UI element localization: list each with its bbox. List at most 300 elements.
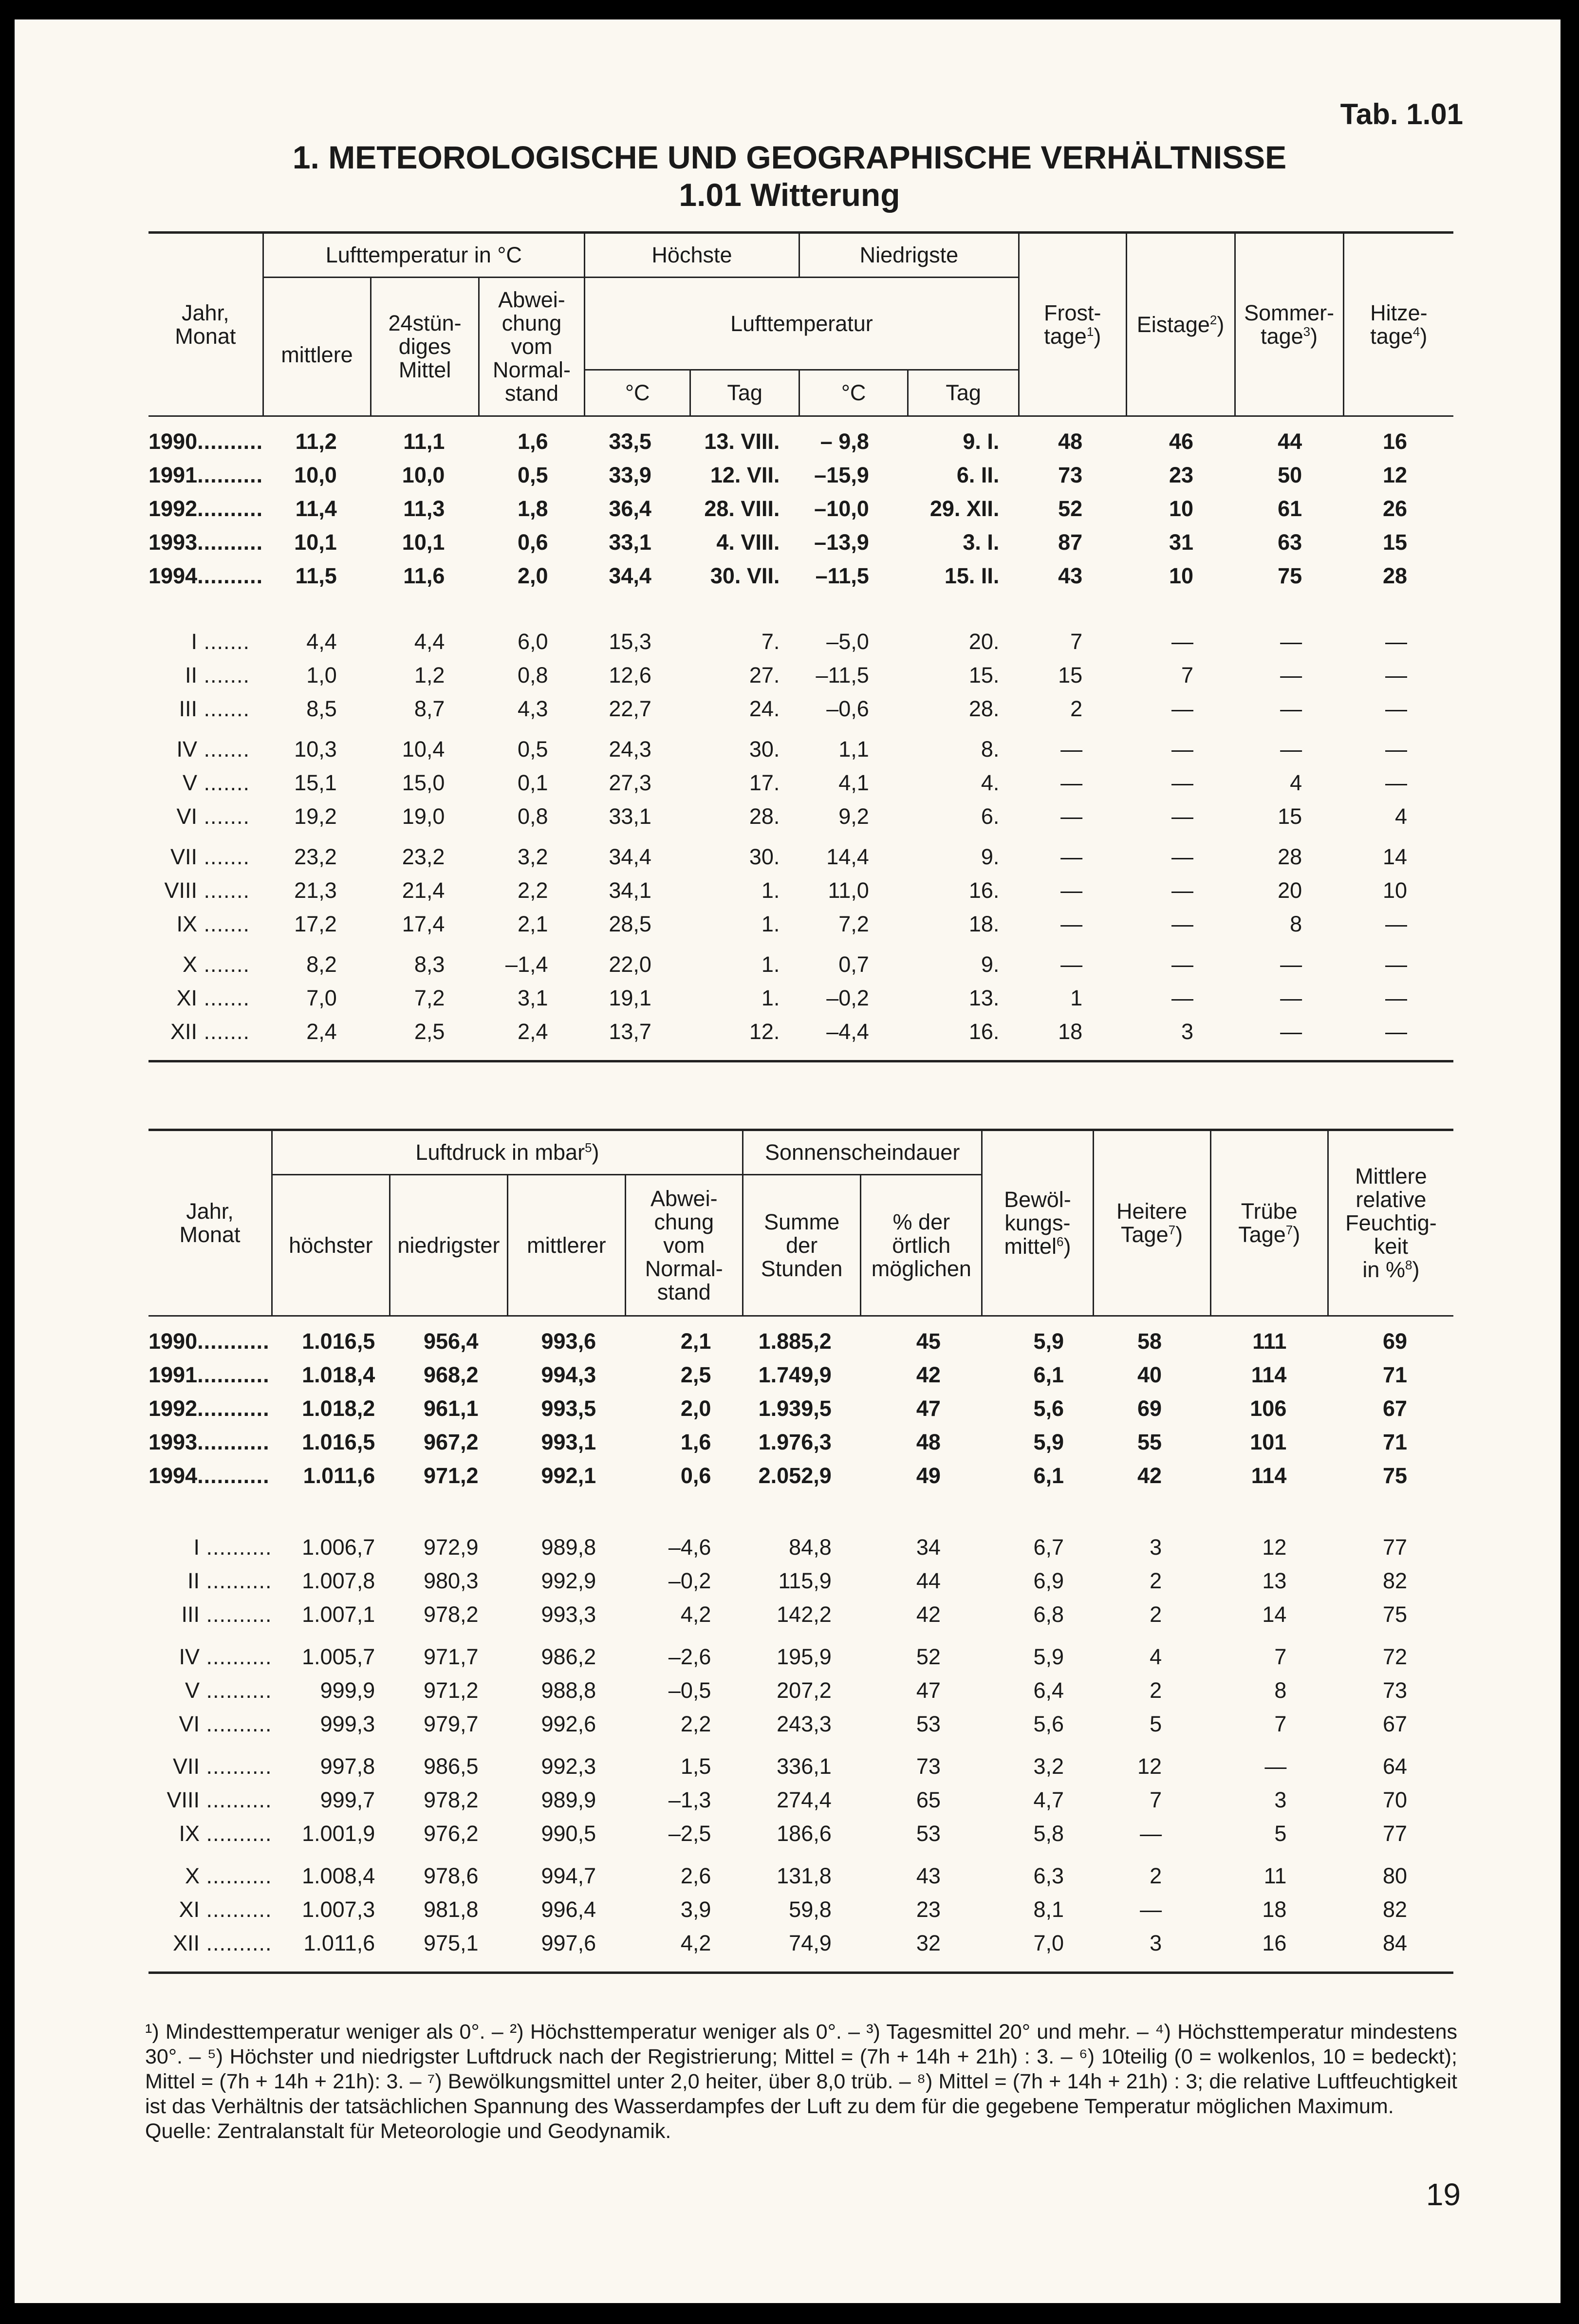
cell: 994,7 <box>541 1863 596 1888</box>
cell: 24. <box>749 696 780 721</box>
cell: 5,9 <box>1033 1644 1064 1669</box>
month-row <box>149 1598 1453 1631</box>
year-row <box>149 425 1453 458</box>
cell: 1. <box>761 985 780 1010</box>
cell: 52 <box>1058 496 1083 521</box>
cell: 65 <box>916 1787 941 1812</box>
pressure-sunshine-table <box>149 1129 1453 1974</box>
cell: 142,2 <box>777 1601 832 1627</box>
row-label-text: XI <box>179 1896 200 1922</box>
cell: 10 <box>1169 563 1194 588</box>
row-label: 1992.......... <box>149 496 263 521</box>
cell: 77 <box>1382 1821 1407 1846</box>
cell: 26 <box>1382 496 1407 521</box>
cell: 9. <box>981 844 1000 869</box>
cell: 8,1 <box>1033 1896 1064 1922</box>
cell: 5,6 <box>1033 1711 1064 1736</box>
header-lufttemperatur-sub: Lufttemperatur <box>585 278 1019 370</box>
cell: 999,3 <box>320 1711 375 1736</box>
header-hoechste: Höchste <box>585 233 799 278</box>
cell: 989,8 <box>541 1534 596 1560</box>
cell: 58 <box>1137 1328 1162 1354</box>
month-row <box>149 1817 1453 1850</box>
cell: 3 <box>1274 1787 1287 1812</box>
row-label: VI ....... <box>149 799 263 833</box>
cell: 6,3 <box>1033 1863 1064 1888</box>
cell: — <box>1171 696 1194 721</box>
cell: 131,8 <box>777 1863 832 1888</box>
cell: 2 <box>1150 1568 1162 1593</box>
cell: — <box>1171 877 1194 903</box>
cell: 980,3 <box>423 1568 479 1593</box>
month-row <box>149 874 1453 907</box>
cell: 6,8 <box>1033 1601 1064 1627</box>
cell: –5,0 <box>826 629 869 654</box>
cell: 10 <box>1382 877 1407 903</box>
cell: 999,9 <box>320 1677 375 1703</box>
row-label: 1992........... <box>149 1395 270 1421</box>
cell: 6. <box>981 803 1000 829</box>
cell: 997,6 <box>541 1930 596 1955</box>
cell: 17. <box>749 770 780 795</box>
cell: 16. <box>968 1019 1000 1044</box>
cell: –1,4 <box>505 951 548 977</box>
cell: 28 <box>1382 563 1407 588</box>
row-label-text: VII <box>172 1753 200 1779</box>
cell: — <box>1385 1019 1407 1044</box>
cell: 2 <box>1150 1677 1162 1703</box>
header-hoechste-tag: Tag <box>690 370 799 416</box>
year-row <box>149 559 1453 593</box>
cell: 82 <box>1382 1896 1407 1922</box>
cell: 28,5 <box>609 911 651 936</box>
cell: — <box>1060 736 1083 762</box>
cell: 7 <box>1150 1787 1162 1812</box>
cell: 30. <box>749 844 780 869</box>
cell: 44 <box>916 1568 941 1593</box>
cell: 73 <box>916 1753 941 1779</box>
cell: –4,4 <box>826 1019 869 1044</box>
cell: 43 <box>1058 563 1083 588</box>
header-abweichung: Abwei- chung vom Normal- stand <box>479 278 584 416</box>
cell: 69 <box>1137 1395 1162 1421</box>
row-label: 1991........... <box>149 1362 270 1387</box>
cell: –0,2 <box>668 1568 711 1593</box>
cell: 46 <box>1169 428 1194 454</box>
cell: 18. <box>968 911 1000 936</box>
cell: 1,5 <box>680 1753 711 1779</box>
header-24stuendiges-mittel: 24stün- diges Mittel <box>371 278 479 416</box>
cell: –0,6 <box>826 696 869 721</box>
cell: 2,6 <box>680 1863 711 1888</box>
row-label: VIII ....... <box>149 874 263 907</box>
row-label-text: VI <box>179 1711 200 1736</box>
table-title: 1.01 Witterung <box>679 177 900 213</box>
cell: 22,7 <box>609 696 651 721</box>
cell: 30. <box>749 736 780 762</box>
month-row <box>149 766 1453 799</box>
cell: 42 <box>1137 1463 1162 1488</box>
cell: 53 <box>916 1711 941 1736</box>
cell: 13. VIII. <box>704 428 780 454</box>
cell: 997,8 <box>320 1753 375 1779</box>
row-label-text: I <box>191 629 197 654</box>
cell: 10,3 <box>294 736 337 762</box>
cell: 2,5 <box>680 1362 711 1387</box>
month-row <box>149 1640 1453 1673</box>
cell: 12 <box>1262 1534 1287 1560</box>
cell: 2,2 <box>517 877 548 903</box>
cell: 990,5 <box>541 1821 596 1846</box>
row-label: IV ....... <box>149 732 263 766</box>
cell: — <box>1280 696 1302 721</box>
cell: 3,2 <box>1033 1753 1064 1779</box>
cell: 11,6 <box>403 563 445 588</box>
cell: 28 <box>1278 844 1302 869</box>
row-label-text: 1992 <box>149 496 198 521</box>
cell: 74,9 <box>789 1930 832 1955</box>
month-row <box>149 799 1453 833</box>
cell: 274,4 <box>777 1787 832 1812</box>
month-row <box>149 1673 1453 1707</box>
cell: 4,4 <box>414 629 445 654</box>
cell: 7 <box>1070 629 1083 654</box>
cell: 1. <box>761 911 780 936</box>
cell: 22,0 <box>609 951 651 977</box>
cell: 1,2 <box>414 662 445 688</box>
cell: 1.001,9 <box>302 1821 375 1846</box>
cell: 1.005,7 <box>302 1644 375 1669</box>
header-sommertage: Sommer- tage$^3$) <box>1235 233 1343 416</box>
cell: 15 <box>1382 529 1407 555</box>
cell: 992,6 <box>541 1711 596 1736</box>
cell: 36,4 <box>609 496 651 521</box>
cell: –0,2 <box>826 985 869 1010</box>
cell: 34,4 <box>609 563 651 588</box>
cell: –10,0 <box>814 496 869 521</box>
cell: 33,5 <box>609 428 651 454</box>
cell: –2,6 <box>668 1644 711 1669</box>
row-label: VI .......... <box>149 1707 272 1741</box>
cell: — <box>1171 736 1194 762</box>
row-label: 1991.......... <box>149 462 263 487</box>
cell: 6. II. <box>956 462 1000 487</box>
cell: 207,2 <box>777 1677 832 1703</box>
row-label-text: VII <box>170 844 197 869</box>
month-row <box>149 840 1453 874</box>
row-label-text: V <box>185 1677 200 1703</box>
row-label-text: 1994 <box>149 563 198 588</box>
cell: 999,7 <box>320 1787 375 1812</box>
row-label: II ....... <box>149 658 263 692</box>
cell: 63 <box>1278 529 1302 555</box>
cell: 976,2 <box>423 1821 479 1846</box>
cell: 9. <box>981 951 1000 977</box>
cell: 34 <box>916 1534 941 1560</box>
cell: 4,7 <box>1033 1787 1064 1812</box>
cell: 1.016,5 <box>302 1328 375 1354</box>
year-row <box>149 1425 1453 1459</box>
row-label-text: IX <box>179 1821 200 1846</box>
cell: 23 <box>1169 462 1194 487</box>
cell: 10,0 <box>402 462 445 487</box>
cell: 4. <box>981 770 1000 795</box>
cell: 33,1 <box>609 803 651 829</box>
cell: 5 <box>1150 1711 1162 1736</box>
row-label-text: VIII <box>164 877 197 903</box>
cell: — <box>1060 877 1083 903</box>
cell: 0,5 <box>517 462 548 487</box>
cell: 6,1 <box>1033 1463 1064 1488</box>
cell: — <box>1060 911 1083 936</box>
cell: 31 <box>1169 529 1194 555</box>
cell: –15,9 <box>814 462 869 487</box>
row-label: III ....... <box>149 692 263 725</box>
cell: 6,0 <box>517 629 548 654</box>
cell: 0,7 <box>838 951 869 977</box>
cell: 82 <box>1382 1568 1407 1593</box>
cell: 23 <box>916 1896 941 1922</box>
cell: 1.749,9 <box>758 1362 832 1387</box>
header-hoechster: höchster <box>272 1175 390 1316</box>
cell: 6,4 <box>1033 1677 1064 1703</box>
cell: 0,8 <box>517 803 548 829</box>
row-label: II .......... <box>149 1564 272 1598</box>
cell: 0,8 <box>517 662 548 688</box>
cell: 69 <box>1382 1328 1407 1354</box>
cell: 13. <box>968 985 1000 1010</box>
cell: 30. VII. <box>710 563 780 588</box>
cell: 72 <box>1382 1644 1407 1669</box>
cell: 21,3 <box>294 877 337 903</box>
cell: — <box>1171 951 1194 977</box>
cell: 1,0 <box>306 662 337 688</box>
row-label: X ....... <box>149 948 263 981</box>
header-sonnenscheindauer: Sonnenscheindauer <box>743 1130 982 1175</box>
cell: 59,8 <box>789 1896 832 1922</box>
cell: 84 <box>1382 1930 1407 1955</box>
cell: 2 <box>1150 1863 1162 1888</box>
cell: 1,8 <box>517 496 548 521</box>
header-truebe-tage: Trübe Tage$^7$) <box>1210 1130 1328 1316</box>
cell: 1.011,6 <box>303 1463 375 1488</box>
cell: 6,9 <box>1033 1568 1064 1593</box>
cell: 3 <box>1181 1019 1194 1044</box>
month-row <box>149 1783 1453 1817</box>
header-jahr-monat: Jahr, Monat <box>149 1130 272 1316</box>
cell: 0,6 <box>680 1463 711 1488</box>
cell: 42 <box>916 1601 941 1627</box>
cell: 11,2 <box>295 428 337 454</box>
cell: 4 <box>1150 1644 1162 1669</box>
cell: 1.006,7 <box>302 1534 375 1560</box>
cell: 1.885,2 <box>758 1328 832 1354</box>
cell: 986,2 <box>541 1644 596 1669</box>
cell: 4,3 <box>517 696 548 721</box>
row-label-text: I <box>193 1534 200 1560</box>
row-label-text: III <box>179 696 197 721</box>
cell: 34,1 <box>609 877 651 903</box>
row-label-text: XII <box>170 1019 197 1044</box>
cell: — <box>1280 1019 1302 1044</box>
cell: — <box>1385 951 1407 977</box>
row-label-text: XII <box>172 1930 200 1955</box>
cell: 4,4 <box>306 629 337 654</box>
row-label: X .......... <box>149 1859 272 1893</box>
header-luftdruck: Luftdruck in mbar$^5$) <box>272 1130 743 1175</box>
cell: 1,6 <box>517 428 548 454</box>
cell: 87 <box>1058 529 1083 555</box>
cell: — <box>1385 770 1407 795</box>
cell: — <box>1060 803 1083 829</box>
cell: 16 <box>1262 1930 1287 1955</box>
cell: — <box>1280 736 1302 762</box>
cell: — <box>1385 662 1407 688</box>
cell: 961,1 <box>423 1395 479 1421</box>
cell: 1.018,2 <box>302 1395 375 1421</box>
cell: — <box>1060 844 1083 869</box>
row-label: 1990........... <box>149 1328 270 1354</box>
cell: 15. <box>968 662 1000 688</box>
cell: 45 <box>916 1328 941 1354</box>
cell: 29. XII. <box>929 496 1000 521</box>
page-number: 19 <box>1426 2177 1461 2212</box>
cell: — <box>1171 629 1194 654</box>
cell: 5,9 <box>1033 1328 1064 1354</box>
cell: — <box>1171 844 1194 869</box>
row-label: 1994........... <box>149 1463 270 1488</box>
cell: 993,3 <box>541 1601 596 1627</box>
header-bewoelkungsmittel: Bewöl- kungs- mittel$^6$) <box>982 1130 1093 1316</box>
table-number: Tab. 1.01 <box>1340 98 1463 130</box>
cell: 7 <box>1274 1644 1287 1669</box>
cell: 4. VIII. <box>716 529 780 555</box>
year-row <box>149 1324 1453 1358</box>
row-label: 1994.......... <box>149 563 263 588</box>
row-label: 1993........... <box>149 1429 270 1454</box>
cell: 3,2 <box>517 844 548 869</box>
row-label-text: 1990 <box>149 1328 198 1354</box>
month-row <box>149 658 1453 692</box>
cell: 993,1 <box>541 1429 596 1454</box>
cell: 16 <box>1382 428 1407 454</box>
header-summe-stunden: Summe der Stunden <box>743 1175 860 1316</box>
chapter-title: 1. METEOROLOGISCHE UND GEOGRAPHISCHE VERHÄLTNISSE <box>292 139 1287 175</box>
cell: 996,4 <box>541 1896 596 1922</box>
cell: 75 <box>1382 1601 1407 1627</box>
row-label: IX ....... <box>149 907 263 941</box>
header-abweichung: Abwei- chung vom Normal- stand <box>625 1175 743 1316</box>
header-hoechste-celsius: °C <box>585 370 690 416</box>
cell: 956,4 <box>423 1328 479 1354</box>
cell: 28. <box>968 696 1000 721</box>
cell: 11,1 <box>403 428 445 454</box>
cell: 13,7 <box>609 1019 651 1044</box>
cell: 4 <box>1290 770 1302 795</box>
cell: 48 <box>1058 428 1083 454</box>
month-row <box>149 1015 1453 1048</box>
cell: 71 <box>1382 1362 1407 1387</box>
cell: 992,3 <box>541 1753 596 1779</box>
cell: 71 <box>1382 1429 1407 1454</box>
row-label-text: VIII <box>167 1787 200 1812</box>
row-label: XII ....... <box>149 1015 263 1048</box>
cell: 5,6 <box>1033 1395 1064 1421</box>
row-label-text: 1992 <box>149 1395 198 1421</box>
cell: –13,9 <box>814 529 869 555</box>
cell: 15 <box>1058 662 1083 688</box>
row-label-text: IX <box>176 911 197 936</box>
cell: 2,1 <box>517 911 548 936</box>
cell: — <box>1060 951 1083 977</box>
cell: 993,6 <box>541 1328 596 1354</box>
cell: 42 <box>916 1362 941 1387</box>
cell: — <box>1140 1896 1162 1922</box>
row-label-text: IV <box>179 1644 200 1669</box>
cell: 14 <box>1382 844 1407 869</box>
cell: 994,3 <box>541 1362 596 1387</box>
cell: 1,1 <box>838 736 869 762</box>
cell: 21,4 <box>402 877 445 903</box>
cell: 8,7 <box>414 696 445 721</box>
cell: 3 <box>1150 1534 1162 1560</box>
header-relative-feuchtigkeit: Mittlere relative Feuchtig- keit in %$^8$) <box>1328 1130 1453 1316</box>
cell: 992,9 <box>541 1568 596 1593</box>
cell: 4 <box>1394 803 1407 829</box>
cell: 7 <box>1274 1711 1287 1736</box>
cell: 12. <box>749 1019 780 1044</box>
header-jahr-monat: Jahr, Monat <box>149 233 263 416</box>
cell: 24,3 <box>609 736 651 762</box>
month-row <box>149 1926 1453 1960</box>
cell: 4,1 <box>838 770 869 795</box>
cell: 195,9 <box>777 1644 832 1669</box>
cell: — <box>1280 662 1302 688</box>
cell: 14 <box>1262 1601 1287 1627</box>
cell: 15,0 <box>402 770 445 795</box>
cell: — <box>1385 911 1407 936</box>
month-row <box>149 981 1453 1015</box>
row-label: 1990.......... <box>149 428 263 454</box>
cell: 47 <box>916 1395 941 1421</box>
row-label-text: 1991 <box>149 1362 198 1387</box>
year-row <box>149 458 1453 492</box>
cell: 67 <box>1382 1711 1407 1736</box>
cell: 972,9 <box>423 1534 479 1560</box>
cell: 5 <box>1274 1821 1287 1846</box>
cell: 77 <box>1382 1534 1407 1560</box>
cell: 50 <box>1278 462 1302 487</box>
row-label-text: VI <box>176 803 197 829</box>
year-row <box>149 492 1453 525</box>
cell: 3. I. <box>963 529 1000 555</box>
cell: 989,9 <box>541 1787 596 1812</box>
month-row <box>149 1707 1453 1741</box>
cell: 101 <box>1250 1429 1287 1454</box>
cell: 49 <box>916 1463 941 1488</box>
cell: 19,1 <box>609 985 651 1010</box>
cell: 114 <box>1251 1362 1287 1387</box>
cell: 8 <box>1274 1677 1287 1703</box>
cell: 186,6 <box>777 1821 832 1846</box>
cell: — <box>1171 985 1194 1010</box>
cell: 8 <box>1290 911 1302 936</box>
cell: 7,2 <box>414 985 445 1010</box>
cell: 2,2 <box>680 1711 711 1736</box>
cell: 7,2 <box>838 911 869 936</box>
cell: 14,4 <box>826 844 869 869</box>
cell: 27,3 <box>609 770 651 795</box>
